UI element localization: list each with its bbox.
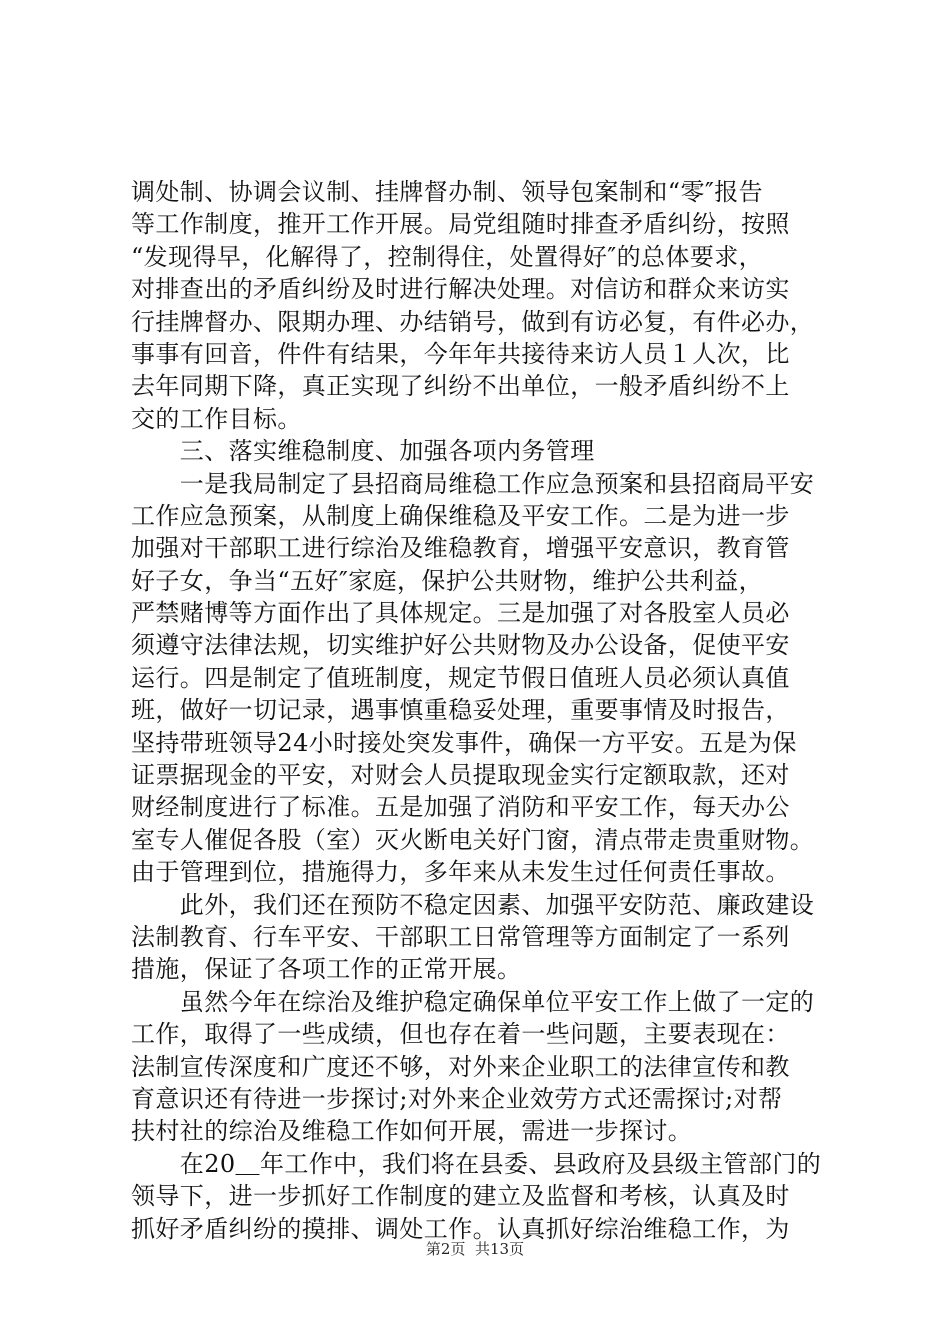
text-line: 措施，保证了各项工作的正常开展。 xyxy=(131,955,522,984)
text-line: 法制教育、行车平安、干部职工日常管理等方面制定了一系列 xyxy=(131,922,790,951)
text-line: 由于管理到位，措施得力，多年来从未发生过任何责任事故。 xyxy=(131,858,790,887)
text-line: 调处制、协调会议制、挂牌督办制、领导包案制和“零″报告 xyxy=(131,178,764,206)
text-line: 虽然今年在综治及维护稳定确保单位平安工作上做了一定的 xyxy=(131,987,815,1016)
text-line: 事事有回音，件件有结果，今年年共接待来访人员１人次，比 xyxy=(131,339,790,368)
text-line: “发现得早，化解得了，控制得住，处置得好″的总体要求， xyxy=(131,242,764,271)
text-line: 在20＿年工作中，我们将在县委、县政府及县级主管部门的 xyxy=(131,1149,822,1178)
text-line: 坚持带班领导24小时接处突发事件，确保一方平安。五是为保 xyxy=(131,728,797,757)
text-line: 等工作制度，推开工作开展。局党组随时排查矛盾纠纷，按照 xyxy=(131,210,790,239)
text-line: 交的工作目标。 xyxy=(131,404,302,433)
text-line: 去年同期下降，真正实现了纠纷不出单位，一般矛盾纠纷不上 xyxy=(131,372,790,401)
text-line: 运行。四是制定了值班制度，规定节假日值班人员必须认真值 xyxy=(131,663,790,692)
text-line: 抓好矛盾纠纷的摸排、调处工作。认真抓好综治维稳工作，为 xyxy=(131,1214,790,1243)
text-line: 加强对干部职工进行综治及维稳教育，增强平安意识，教育管 xyxy=(131,534,790,563)
text-line: 工作应急预案，从制度上确保维稳及平安工作。二是为进一步 xyxy=(131,501,790,530)
text-line: 须遵守法律法规，切实维护好公共财物及办公设备，促使平安 xyxy=(131,631,790,660)
text-line: 对排查出的矛盾纠纷及时进行解决处理。对信访和群众来访实 xyxy=(131,275,790,304)
document-body xyxy=(131,176,831,1245)
text-line: 育意识还有待进一步探讨;对外来企业效劳方式还需探讨;对帮 xyxy=(131,1084,783,1113)
text-line: 工作，取得了一些成绩，但也存在着一些问题，主要表现在： xyxy=(131,1020,790,1049)
text-line: 证票据现金的平安，对财会人员提取现金实行定额取款，还对 xyxy=(131,761,790,790)
page-footer xyxy=(0,1238,950,1259)
text-line: 财经制度进行了标准。五是加强了消防和平安工作，每天办公 xyxy=(131,793,790,822)
text-line: 三、落实维稳制度、加强各项内务管理 xyxy=(131,437,595,466)
text-line: 室专人催促各股（室）灭火断电关好门窗，清点带走贵重财物。 xyxy=(131,825,815,854)
text-line: 一是我局制定了县招商局维稳工作应急预案和县招商局平安 xyxy=(131,469,815,498)
text-line: 法制宣传深度和广度还不够，对外来企业职工的法律宣传和教 xyxy=(131,1052,790,1081)
text-line: 扶村社的综治及维稳工作如何开展，需进一步探讨。 xyxy=(131,1117,693,1146)
text-line: 班，做好一切记录，遇事慎重稳妥处理，重要事情及时报告， xyxy=(131,696,790,725)
text-line: 领导下，进一步抓好工作制度的建立及监督和考核，认真及时 xyxy=(131,1182,790,1211)
text-line: 此外，我们还在预防不稳定因素、加强平安防范、廉政建设 xyxy=(131,890,815,919)
text-line: 行挂牌督办、限期办理、办结销号，做到有访必复，有件必办， xyxy=(131,307,815,336)
text-line: 严禁赌博等方面作出了具体规定。三是加强了对各股室人员必 xyxy=(131,599,790,628)
text-line: 好子女，争当“五好″家庭，保护公共财物，维护公共利益， xyxy=(131,566,764,595)
page-number-label: 第2页 共13页 xyxy=(425,1240,525,1258)
